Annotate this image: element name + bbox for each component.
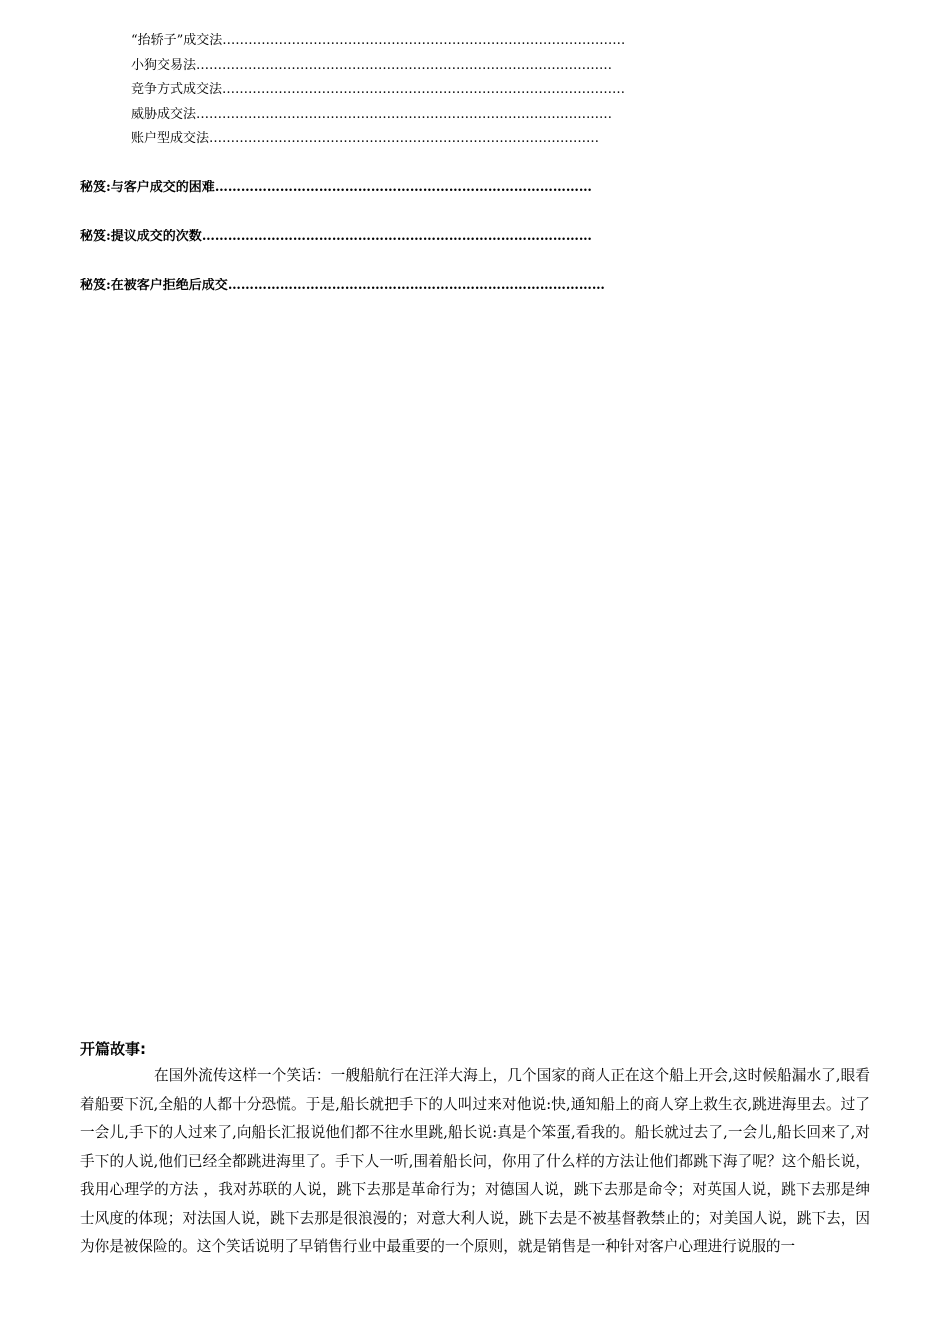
toc-entry-label: 账户型成交法	[131, 131, 210, 146]
toc-entry-label: 威胁成交法	[131, 107, 197, 122]
toc-leader: ……………………………………………………………………………………	[196, 107, 613, 122]
toc-entry	[131, 58, 612, 74]
toc-entry-label: 竞争方式成交法	[131, 82, 223, 97]
toc-entry	[131, 107, 612, 123]
toc-entry	[131, 82, 625, 98]
story-heading: 开篇故事:	[80, 1040, 146, 1058]
toc-leader: ……………………………………………………………………………………	[196, 58, 613, 73]
toc-entry	[131, 33, 625, 49]
toc-entry	[131, 131, 599, 147]
toc-leader: ………………………………………………………………………………	[201, 229, 592, 244]
toc-entry-label: 秘笈:提议成交的次数	[80, 229, 202, 244]
toc-main-entry	[80, 180, 592, 196]
toc-entry-label: 小狗交易法	[131, 58, 197, 73]
toc-main-entry	[80, 229, 592, 245]
toc-leader: ……………………………………………………………………………	[214, 180, 592, 195]
toc-entry-label: “抬轿子”成交法	[131, 33, 223, 48]
toc-entry-label: 秘笈:与客户成交的困难	[80, 180, 215, 195]
story-body: 在国外流传这样一个笑话：一艘船航行在汪洋大海上，几个国家的商人正在这个船上开会,这时候船漏水了,眼看着船要下沉,全船的人都十分恐慌。于是,船长就把手下的人叫过来对他说:快,通知船上的商人穿上救生衣,跳进海里去。过了一会儿,手下的人过来了,向船长汇报说他们都不往水里跳,船长说:真是个笨蛋,看我的。船长就过去了,一会儿,船长回来了,对手下的人说,他们已经全都跳进海里了。手下人一听,围着船长问，你用了什么样的方法让他们都跳下海了呢？这个船长说，我用心理学的方法 ，我对苏联的人说，跳下去那是革命行为；对德国人说，跳下去那是命令；对英国人说，跳下去那是绅士风度的体现；对法国人说，跳下去那是很浪漫的；对意大利人说，跳下去是不被基督教禁止的；对美国人说，跳下去，因为你是被保险的。这个笑话说明了早销售行业中最重要的一个原则，就是销售是一种针对客户心理进行说服的一	[80, 1067, 870, 1255]
toc-leader: …………………………………………………………………………………	[222, 82, 626, 97]
toc-entry-label: 秘笈:在被客户拒绝后成交	[80, 278, 228, 293]
toc-leader: ……………………………………………………………………………	[227, 278, 605, 293]
toc-leader: ………………………………………………………………………………	[209, 131, 600, 146]
toc-leader: …………………………………………………………………………………	[222, 33, 626, 48]
toc-main-entry	[80, 278, 605, 294]
